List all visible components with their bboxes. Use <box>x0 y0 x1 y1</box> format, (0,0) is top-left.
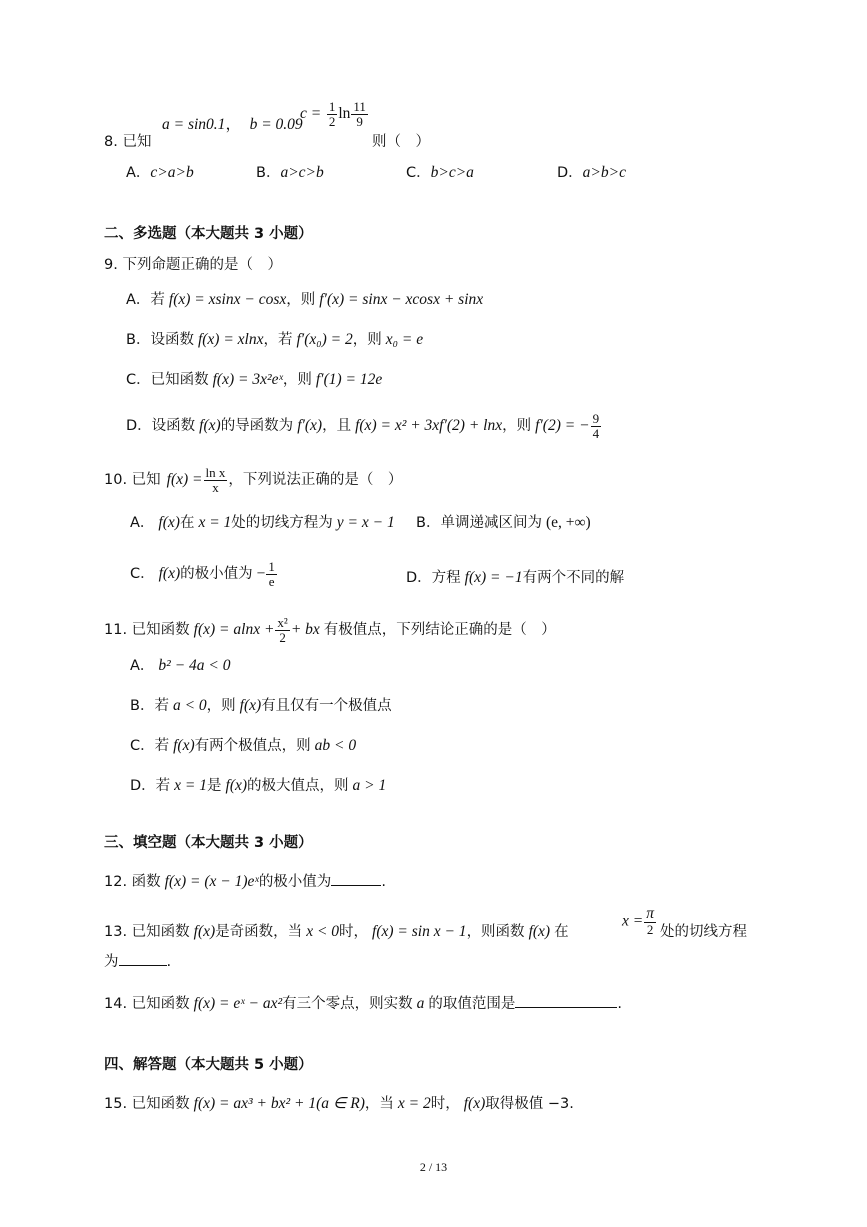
option-label: C． <box>406 165 431 181</box>
option-text: a>b>c <box>582 164 626 181</box>
q12-pre: 12. 函数 <box>104 874 161 890</box>
q9-b-formula: f(x) = xlnx <box>197 331 264 348</box>
q8-frac1-den: 2 <box>328 113 336 129</box>
q11-a-label: A． <box>130 658 155 674</box>
q10-b-interval: (e, +∞) <box>545 514 591 531</box>
q11-c-f: f(x) <box>173 737 195 754</box>
q12 <box>104 870 386 891</box>
q8-frac-11-9 <box>351 100 368 128</box>
q11-c-pre: C．若 <box>130 738 170 754</box>
q10-d-pre: D．方程 <box>406 570 461 586</box>
q11-b-mid: ，则 <box>206 698 236 714</box>
q11-option-c <box>130 734 356 755</box>
q10-f: f(x) = <box>166 471 203 489</box>
q10-c-frac-den: e <box>268 573 275 589</box>
q10-option-b <box>416 511 591 532</box>
q13-line2 <box>104 950 171 971</box>
q9-option-d <box>126 412 602 440</box>
q13-x: x = <box>622 912 644 930</box>
q13-end: . <box>166 954 172 970</box>
q10-c-frac-num: 1 <box>268 559 275 574</box>
q10-d-f: f(x) = −1 <box>464 569 523 586</box>
q8-conditions <box>162 112 303 134</box>
q9-a-formula: f(x) = xsinx − cosx <box>168 291 287 308</box>
q11-f: f(x) = alnx + <box>193 621 275 639</box>
q11-d-mid2: 的极大值点，则 <box>247 778 349 794</box>
q15 <box>104 1092 574 1113</box>
q15-f2: f(x) <box>463 1095 486 1112</box>
q11-option-b <box>130 694 392 715</box>
q13-post: 处的切线方程 <box>660 924 747 940</box>
q8-option-a <box>126 161 194 182</box>
q10-a-pre: A． <box>130 515 155 531</box>
q12-end: . <box>381 874 386 890</box>
q10-frac-den: x <box>212 479 219 495</box>
q10-c-frac <box>266 560 277 588</box>
q9-c-formula2: f′(1) = 12e <box>315 371 383 388</box>
q9-b-formula2: f′(x₀) = 2 <box>296 331 353 348</box>
q8-option-d <box>557 161 626 182</box>
q14-f: f(x) = eˣ − ax² <box>193 995 283 1012</box>
q11-a-math: b² − 4a < 0 <box>158 657 231 674</box>
option-label: A． <box>126 165 151 181</box>
q11-stem <box>104 616 556 644</box>
q9-d-frac-den: 4 <box>592 425 600 441</box>
q13-pre: 13. 已知函数 <box>104 924 190 940</box>
q9-option-b <box>126 328 423 349</box>
q11-post: 有极值点，下列结论正确的是（ ） <box>323 622 556 639</box>
q8-frac-half <box>327 100 338 128</box>
q10-pre: 10. 已知 <box>104 472 161 489</box>
q10-c-f: f(x) <box>158 565 181 583</box>
q10-c-pre: C． <box>130 566 155 583</box>
q10-frac-num: ln x <box>205 465 226 480</box>
q11-d-pre: D．若 <box>130 778 171 794</box>
q9-d-h: f(x) = x² + 3xf′(2) + lnx <box>355 417 503 435</box>
q8-ln: ln <box>338 105 351 123</box>
q11-frac <box>275 616 289 644</box>
q14-mid: 有三个零点，则实数 <box>282 996 413 1012</box>
q13-line1 <box>104 920 569 941</box>
q13-cond: x < 0 <box>306 923 340 940</box>
q15-end: . <box>569 1096 574 1112</box>
q11-b-f: f(x) <box>239 697 262 714</box>
q11-c-cond: ab < 0 <box>314 737 357 754</box>
q8-label: 8. 已知 <box>104 134 152 150</box>
q11-d-mid: 是 <box>207 778 222 794</box>
q14-pre: 14. 已知函数 <box>104 996 190 1012</box>
q13-mid4: 在 <box>554 924 569 940</box>
q10-stem <box>104 466 402 494</box>
q13-frac-den: 2 <box>646 922 654 938</box>
q11-frac-num: x² <box>277 615 288 630</box>
q9-b-mid: ，若 <box>263 332 293 348</box>
q10-c-neg: − <box>256 565 266 583</box>
q9-c-formula: f(x) = 3x²eˣ <box>212 371 283 388</box>
q15-x: x = 2 <box>397 1095 431 1112</box>
q11-c-mid: 有两个极值点，则 <box>194 738 311 754</box>
q8-tail: 则（ ） <box>372 134 430 150</box>
q10-a-x: x = 1 <box>198 514 232 531</box>
q11-b-cond: a < 0 <box>172 697 207 714</box>
q10-option-d <box>406 566 624 587</box>
q10-a-f: f(x) <box>158 514 180 531</box>
q9-a-mid: ，则 <box>286 292 316 308</box>
q11-d-x: x = 1 <box>174 777 208 794</box>
q13-frac <box>644 906 656 937</box>
q9-d-frac-num: 9 <box>592 411 600 426</box>
option-label: B． <box>256 165 281 181</box>
q8-option-b <box>256 161 324 182</box>
q8-sep: ， <box>225 116 241 133</box>
q8-c-label: c = <box>300 105 322 123</box>
q15-mid: ，当 <box>364 1096 394 1112</box>
q13-f: f(x) <box>193 923 216 940</box>
q15-f: f(x) = ax³ + bx² + 1(a ∈ R) <box>193 1095 365 1112</box>
page-number: 2 / 13 <box>419 1160 448 1174</box>
q11-b-post: 有且仅有一个极值点 <box>261 698 392 714</box>
q9-a-pre: A．若 <box>126 292 165 308</box>
q13-mid3: ，则函数 <box>466 924 525 940</box>
q11-d-cond: a > 1 <box>352 777 387 794</box>
q13-g: f(x) = sin x − 1 <box>372 923 467 940</box>
q11-option-a <box>130 654 231 675</box>
q8-cond-b: b = 0.09 <box>249 116 303 133</box>
q10-option-c <box>130 560 278 588</box>
q13-x-value <box>622 906 657 937</box>
q14-end: . <box>617 996 622 1012</box>
q10-post: ，下列说法正确的是（ ） <box>228 472 403 489</box>
q10-a-mid2: 处的切线方程为 <box>231 515 333 531</box>
q8-cond-a: a = sin0.1 <box>162 116 226 133</box>
q11-frac-den: 2 <box>279 629 286 645</box>
q8-option-c <box>406 161 474 182</box>
q9-d-mid: 的导函数为 <box>220 418 294 435</box>
q9-option-c <box>126 368 382 389</box>
q9-d-mid3: ，则 <box>502 418 532 435</box>
q15-mid2: 时， <box>430 1096 460 1112</box>
q8-cond-c <box>300 100 369 128</box>
q9-stem: 9. 下列命题正确的是（ ） <box>104 257 282 273</box>
q15-post: 取得极值 −3 <box>485 1096 570 1112</box>
q9-d-k: f′(2) = − <box>535 417 590 435</box>
option-text: a>c>b <box>280 164 324 181</box>
q10-a-y: y = x − 1 <box>336 514 395 531</box>
q11-f2: + bx <box>290 621 320 639</box>
q13-mid: 是奇函数，当 <box>215 924 303 940</box>
q13-mid2: 时， <box>339 924 369 940</box>
q10-option-a <box>130 511 395 532</box>
q9-b-pre: B．设函数 <box>126 332 194 348</box>
q9-d-g: f′(x) <box>297 417 323 435</box>
q14-a: a <box>416 995 425 1012</box>
q9-option-a <box>126 288 483 309</box>
q9-b-mid2: ，则 <box>352 332 382 348</box>
q14 <box>104 992 622 1013</box>
q13-frac-num: π <box>646 905 654 922</box>
q10-c-mid: 的极小值为 <box>180 566 253 583</box>
q13-line2-text: 为 <box>104 954 119 970</box>
option-text: b>c>a <box>430 164 474 181</box>
q13-f2: f(x) <box>528 923 551 940</box>
q12-post: 的极小值为 <box>258 874 332 890</box>
q8-frac2-den: 9 <box>356 113 363 129</box>
q9-d-pre: D．设函数 <box>126 418 196 435</box>
q9-d-frac <box>591 412 602 440</box>
q9-d-f: f(x) <box>199 417 221 435</box>
q8-frac1-num: 1 <box>328 99 336 114</box>
q15-pre: 15. 已知函数 <box>104 1096 190 1112</box>
option-label: D． <box>557 165 583 181</box>
section-heading-solve: 四、解答题（本大题共 5 小题） <box>104 1057 313 1073</box>
q12-f: f(x) = (x − 1)eˣ <box>164 873 259 890</box>
q12-answer-blank[interactable] <box>331 871 381 886</box>
q9-c-pre: C．已知函数 <box>126 372 209 388</box>
q14-answer-blank[interactable] <box>515 993 617 1008</box>
q9-d-mid2: ，且 <box>322 418 352 435</box>
q10-d-post: 有两个不同的解 <box>522 570 625 586</box>
q11-option-d <box>130 774 386 795</box>
q13-answer-blank[interactable] <box>119 951 167 966</box>
q11-pre: 11. 已知函数 <box>104 622 190 639</box>
option-text: c>a>b <box>150 164 194 181</box>
q10-a-mid: 在 <box>179 515 195 531</box>
q9-c-mid: ，则 <box>282 372 312 388</box>
q9-b-formula3: x₀ = e <box>385 331 424 348</box>
q11-b-pre: B．若 <box>130 698 169 714</box>
q8-frac2-num: 11 <box>353 99 366 114</box>
q14-post: 的取值范围是 <box>428 996 516 1012</box>
q10-frac <box>204 466 228 494</box>
q11-d-f: f(x) <box>225 777 248 794</box>
q9-a-formula2: f′(x) = sinx − xcosx + sinx <box>319 291 484 308</box>
section-heading-fill-in: 三、填空题（本大题共 3 小题） <box>104 835 313 851</box>
section-heading-multi-choice: 二、多选题（本大题共 3 小题） <box>104 226 313 242</box>
q10-b-text: B．单调递减区间为 <box>416 515 542 531</box>
